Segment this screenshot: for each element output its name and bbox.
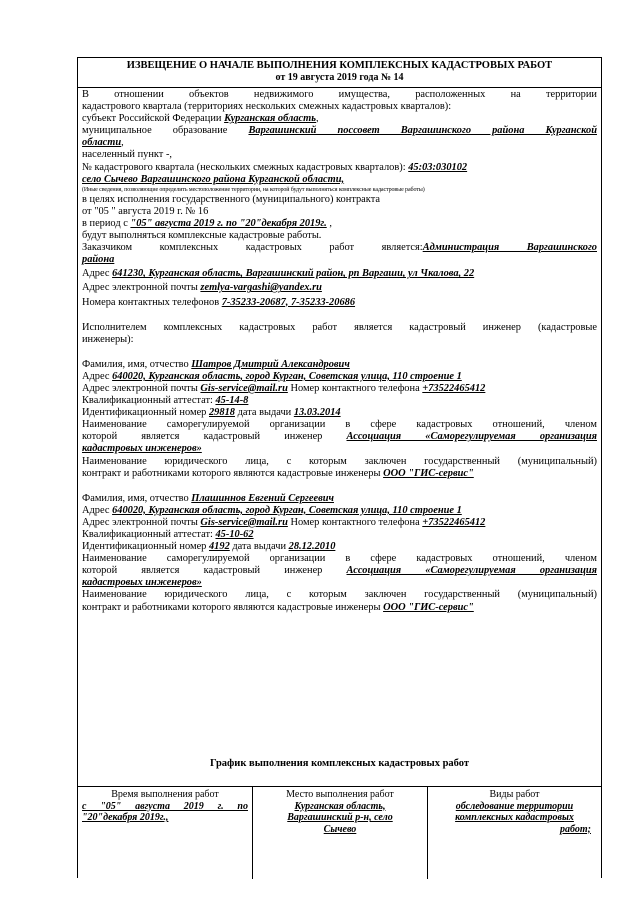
works-line: будут выполняться комплексные кадастровые работы. (82, 230, 322, 242)
engineer-id: 29818 (208, 407, 235, 419)
schedule-title: График выполнения комплексных кадастровых работ (209, 758, 470, 769)
engineer-name: Шатров Дмитрий Александрович (191, 358, 350, 370)
contract-date: от "05 " августа 2019 г. № 16 (82, 205, 209, 217)
header-divider (78, 87, 601, 88)
engineer-issue-label: дата выдачи (229, 541, 289, 553)
engineer-address: 640020, Курганская область, город Курган, Советская улица, 110 строение 1 (112, 370, 462, 382)
customer-email-value: zemlya-vargashi@yandex.ru (200, 282, 322, 294)
engineer-sro-line3 (82, 577, 597, 589)
engineer-cert-row (82, 529, 597, 541)
engineer-contact-row (82, 517, 597, 529)
engineer-phone: +73522465412 (422, 516, 486, 528)
engineer-legal-line1: Наименование юридического лица, с которым заключен государственный (муниципальный) (82, 589, 597, 601)
engineer-cert: 45-14-8 (215, 395, 249, 407)
customer-phones-label: Номера контактных телефонов (82, 296, 222, 308)
engineer-issue: 28.12.2010 (288, 541, 336, 553)
engineer-phone: +73522465412 (422, 382, 486, 394)
village-row (82, 174, 597, 186)
engineer-issue: 13.03.2014 (293, 407, 341, 419)
engineer-issue-label: дата выдачи (234, 407, 294, 419)
engineer-cert-row (82, 395, 597, 407)
schedule-place-value2: Варгашинский р-н, село (287, 812, 393, 823)
municipal-label: муниципальное образование (82, 125, 249, 137)
engineer-sro-line3 (82, 443, 597, 455)
engineer-sro-label: которой является кадастровый инженер (82, 431, 347, 443)
engineer-name-row (82, 493, 597, 505)
municipal-value2: области (82, 137, 122, 149)
engineer-cert-label: Квалификационный аттестат: (82, 395, 216, 407)
engineer-email: Gis-service@mail.ru (200, 516, 288, 528)
customer-value: Администрация Варгашинского (422, 242, 597, 254)
engineer-sro-value: Ассоциация «Саморегулируемая организация (346, 565, 597, 577)
notice-frame (77, 57, 602, 878)
period-row (82, 218, 597, 230)
engineer-id-label: Идентификационный номер (82, 407, 209, 419)
period-label: в период с (82, 217, 131, 229)
customer-address-value: 641230, Курганская область, Варгашинский район, рп Варгаши, ул Чкалова, 22 (112, 268, 475, 280)
engineer-legal-line2 (82, 602, 597, 614)
engineer-email: Gis-service@mail.ru (200, 382, 288, 394)
schedule-col-place (253, 787, 428, 879)
notice-title: ИЗВЕЩЕНИЕ О НАЧАЛЕ ВЫПОЛНЕНИЯ КОМПЛЕКСНЫХ КАДАСТРОВЫХ РАБОТ (126, 60, 553, 71)
engineer-name-row (82, 359, 597, 371)
schedule-col-time-header: Время выполнения работ (111, 789, 219, 800)
engineer-id: 4192 (208, 541, 230, 553)
customer-address-label: Адрес (82, 268, 113, 280)
engineer-legal-line1: Наименование юридического лица, с которым заключен государственный (муниципальный) (82, 455, 597, 467)
executor-line1: Исполнителем комплексных кадастровых работ является кадастровый инженер (кадастровые (82, 321, 597, 333)
engineer-email-label: Адрес электронной почты (82, 382, 201, 394)
intro-line1: В отношении объектов недвижимого имущества, расположенных на территории (82, 89, 597, 100)
customer-phones-row (82, 297, 597, 309)
engineer-id-row (82, 541, 597, 553)
quarter-row (82, 162, 597, 174)
engineer-address-label: Адрес (82, 370, 113, 382)
quarter-label: № кадастрового квартала (нескольких смежных кадастровых кварталов): (82, 161, 409, 173)
engineer-sro-line2 (82, 565, 597, 577)
engineer-legal-value: ООО "ГИС-сервис" (383, 467, 474, 479)
period-tail: , (326, 217, 332, 229)
engineer-block-2 (82, 493, 597, 614)
schedule-works-value2: комплексных кадастровых (455, 812, 574, 823)
engineer-sro-line2 (82, 431, 597, 443)
engineer-name: Плашиннов Евгений Сергеевич (191, 492, 334, 504)
customer-row (82, 242, 597, 254)
engineer-legal-value: ООО "ГИС-сервис" (383, 601, 474, 613)
subject-value: Курганская область (224, 113, 317, 125)
schedule-col-time (78, 787, 253, 879)
engineer-name-label: Фамилия, имя, отчество (82, 492, 192, 504)
engineer-id-label: Идентификационный номер (82, 541, 209, 553)
subject-row: субъект Российской Федерации Курганская область, (82, 113, 319, 125)
schedule-col-place-header: Место выполнения работ (286, 789, 394, 800)
schedule-place-value3: Сычево (323, 823, 357, 835)
schedule-works-value1: обследование территории (455, 800, 574, 812)
spacer (82, 346, 597, 359)
engineer-block-1 (82, 359, 597, 480)
engineer-legal-label: контракт и работниками которого являются кадастровые инженеры (82, 601, 384, 613)
customer-phones-value: 7-35233-20687, 7-35233-20686 (221, 296, 356, 308)
spacer (82, 480, 597, 493)
engineer-id-row (82, 407, 597, 419)
engineer-phone-label: Номер контактного телефона (287, 516, 423, 528)
engineer-address-row (82, 371, 597, 383)
quarter-value: 45:03:030102 (408, 161, 468, 173)
engineer-address-label: Адрес (82, 504, 113, 516)
customer-email-label: Адрес электронной почты (82, 282, 201, 294)
customer-value2: района (82, 254, 115, 266)
engineer-sro-line1: Наименование саморегулируемой организации в сфере кадастровых отношений, членом (82, 419, 597, 431)
engineer-cert: 45-10-62 (215, 529, 254, 540)
village-value: село Сычево Варгашинского района Курганской области, (82, 173, 345, 185)
settlement-row: населенный пункт -, (82, 149, 173, 161)
engineer-legal-label: контракт и работниками которого являются кадастровые инженеры (82, 467, 384, 479)
notice-header (78, 58, 601, 84)
customer-address-row (82, 268, 597, 280)
engineer-address: 640020, Курганская область, город Курган, Советская улица, 110 строение 1 (112, 504, 462, 516)
customer-email-row (82, 282, 597, 294)
schedule-table (78, 786, 601, 879)
engineer-sro-line1: Наименование саморегулируемой организации в сфере кадастровых отношений, членом (82, 553, 597, 565)
schedule-col-works-header: Виды работ (489, 789, 540, 800)
engineer-contact-row (82, 383, 597, 395)
engineer-legal-line2 (82, 468, 597, 480)
engineer-sro-value2: кадастровых инженеров» (82, 577, 202, 589)
engineer-sro-value: Ассоциация «Саморегулируемая организация (346, 431, 597, 443)
location-note: (Иные сведения, позволяющие определить местоположение территории, на которой будут выполняться комплексные кадастровые работы) (82, 186, 425, 193)
schedule-col-works (428, 787, 601, 879)
municipal-row (82, 125, 597, 137)
schedule-time-value1: с "05" августа 2019 г. по (82, 800, 248, 812)
intro-line2: кадастрового квартала (территориях нескольких смежных кадастровых кварталов): (82, 101, 452, 113)
contract-line: в целях исполнения государственного (муниципального) контракта (82, 193, 380, 205)
schedule-place-value1: Курганская область, (294, 800, 386, 812)
schedule-works-value3: работ; (560, 823, 591, 835)
period-value: "05" августа 2019 г. по "20"декабря 2019г. (130, 217, 327, 229)
municipal-row2: области, (82, 137, 124, 149)
engineer-phone-label: Номер контактного телефона (287, 382, 423, 394)
customer-label: Заказчиком комплексных кадастровых работ является: (82, 242, 423, 254)
notice-body (82, 89, 597, 614)
notice-date: от 19 августа 2019 года № 14 (275, 72, 404, 83)
engineer-email-label: Адрес электронной почты (82, 516, 201, 528)
engineer-name-label: Фамилия, имя, отчество (82, 358, 192, 370)
spacer (82, 309, 597, 322)
engineer-address-row (82, 505, 597, 517)
schedule-time-value2: "20"декабря 2019г., (82, 812, 169, 823)
engineer-sro-label: которой является кадастровый инженер (82, 565, 347, 577)
subject-label: субъект Российской Федерации (82, 113, 225, 125)
executor-line2: инженеры): (82, 333, 134, 345)
engineer-sro-value2: кадастровых инженеров» (82, 443, 202, 455)
engineer-cert-label: Квалификационный аттестат: (82, 529, 216, 540)
municipal-value: Варгашинский поссовет Варгашинского района Курганской (248, 125, 597, 137)
customer-row2 (82, 254, 597, 266)
